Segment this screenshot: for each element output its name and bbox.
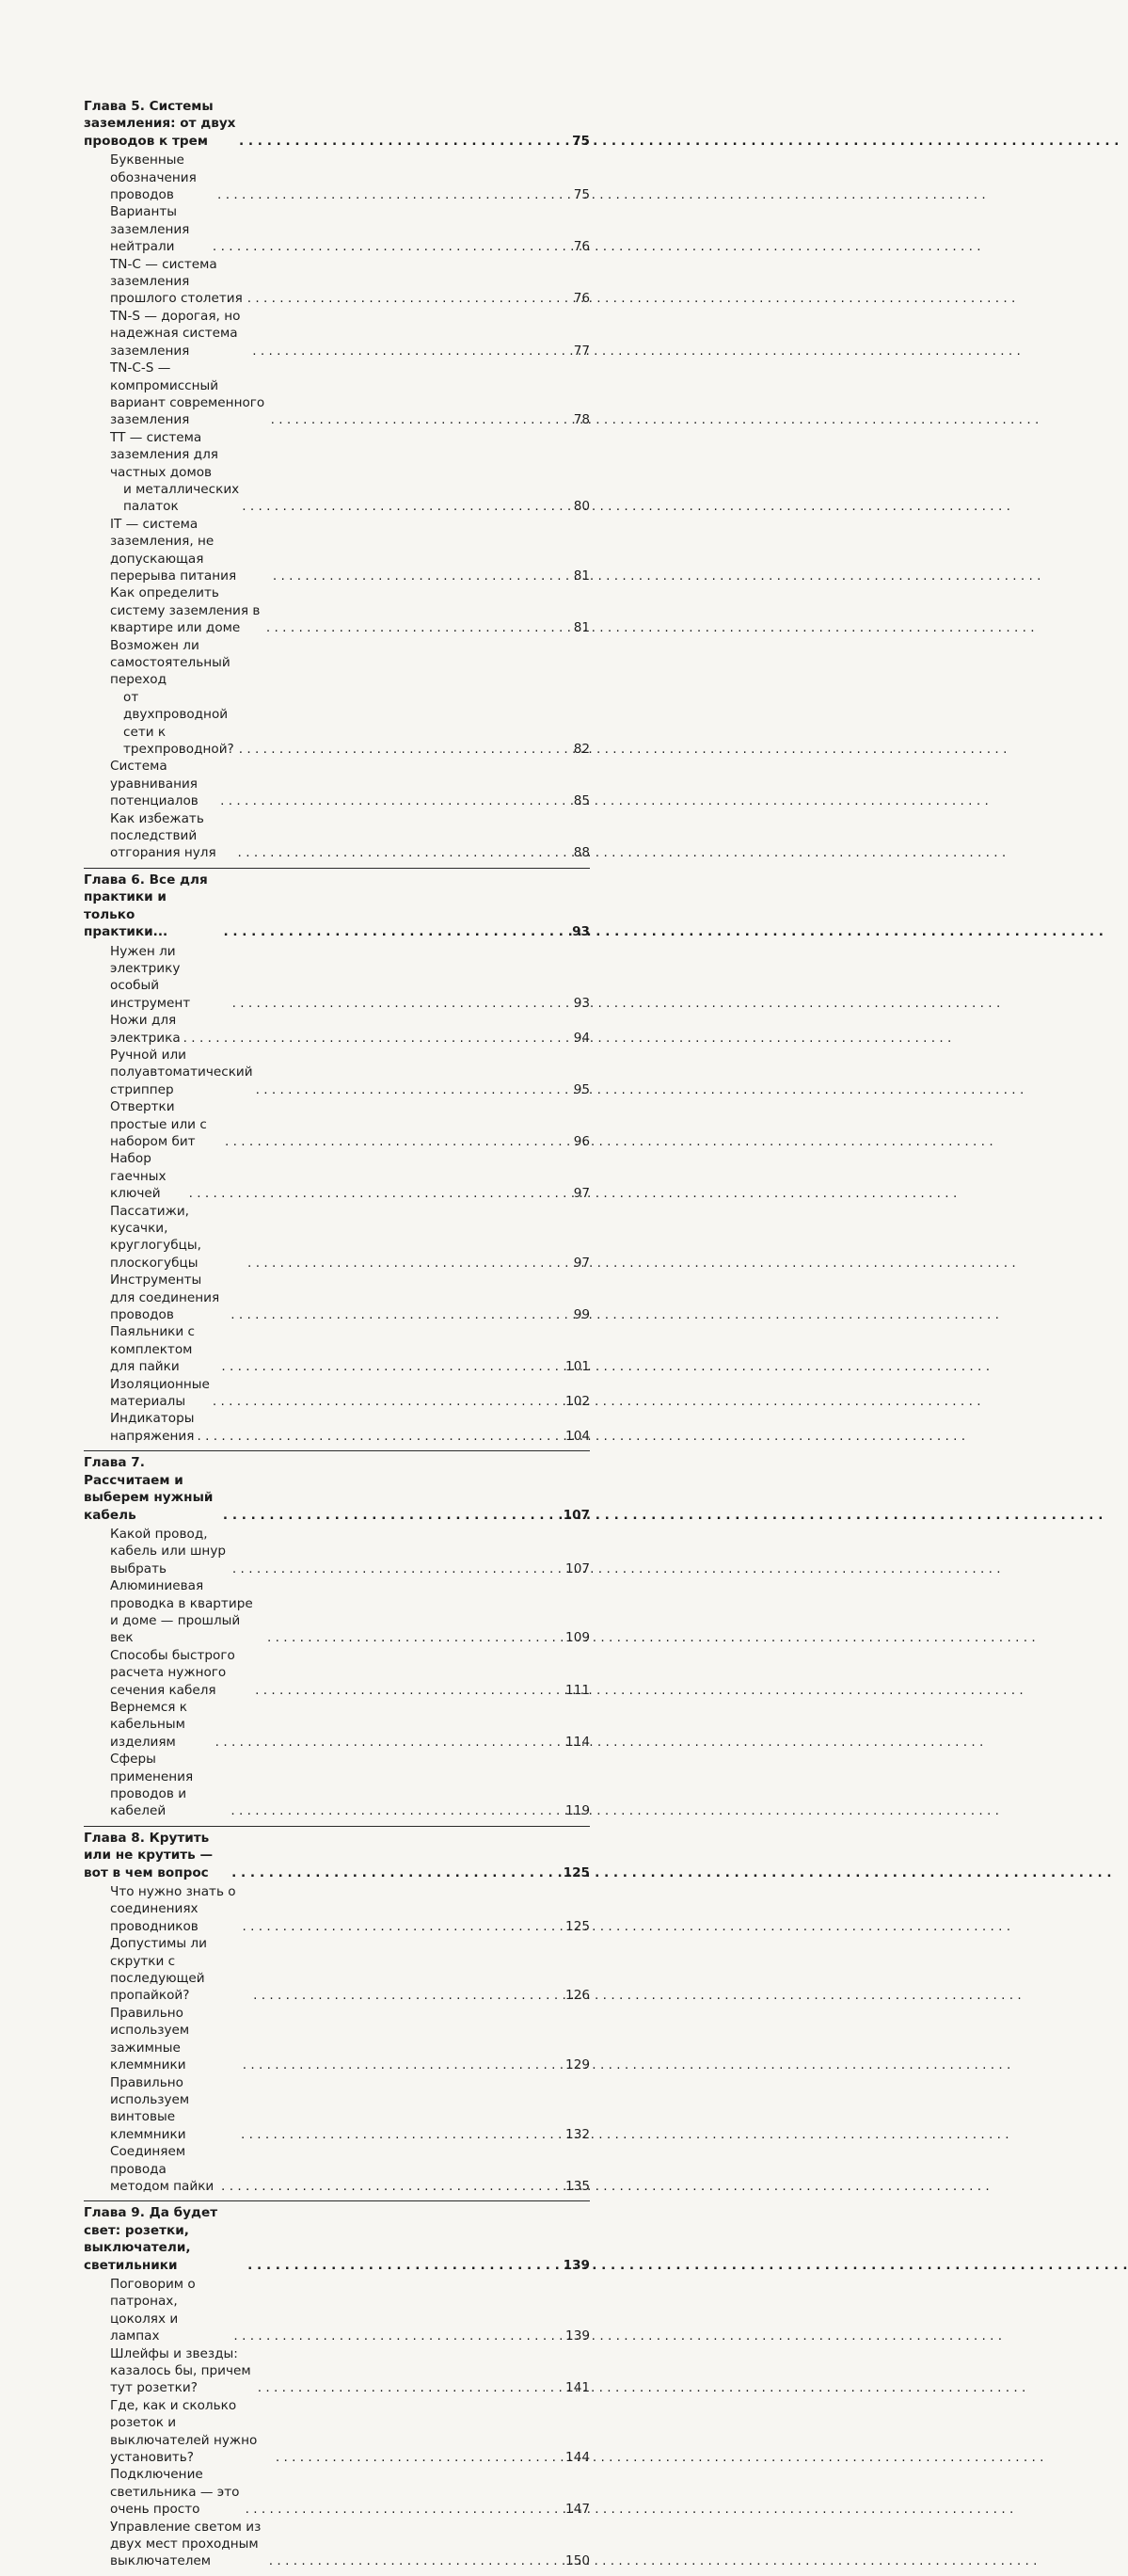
entry-page-number: 94 <box>573 1030 590 1046</box>
entry-page-number: 104 <box>565 1428 590 1444</box>
leader-dots <box>238 844 563 861</box>
entry-title: Как избежать последствий отгорания нуля <box>110 810 216 861</box>
leader-dots <box>213 1393 563 1410</box>
toc-entry[interactable] <box>84 2345 590 2397</box>
toc-entry[interactable] <box>84 1935 590 2005</box>
leader-dots <box>253 1987 563 2004</box>
entry-page-number: 88 <box>573 845 590 861</box>
toc-entry[interactable] <box>84 810 590 862</box>
entry-title: Буквенные обозначения проводов <box>110 152 197 203</box>
leader-dots <box>242 1918 563 1935</box>
chapter-page-number: 107 <box>563 1507 590 1523</box>
entry-title: Отвертки простые или с набором бит <box>110 1099 207 1149</box>
entry-page-number: 96 <box>573 1133 590 1149</box>
toc-entry[interactable] <box>84 1410 590 1445</box>
toc-entry[interactable] <box>84 1699 590 1751</box>
leader-dots <box>215 1734 563 1751</box>
toc-entry[interactable] <box>84 203 590 255</box>
entry-title: Соединяем провода методом пайки <box>110 2144 214 2194</box>
entry-page-number: 102 <box>565 1394 590 1410</box>
chapter-heading[interactable] <box>84 2204 590 2274</box>
chapter-title: Глава 6. Все для практики и только практики... <box>84 872 208 940</box>
leader-dots <box>221 1358 563 1375</box>
entry-page-number: 76 <box>573 239 590 255</box>
toc-entry[interactable] <box>84 1098 590 1150</box>
leader-dots <box>220 792 563 809</box>
toc-entry[interactable] <box>84 758 590 809</box>
chapter-title: Глава 8. Крутить или не крутить — вот в чем вопрос <box>84 1830 214 1880</box>
entry-title: Поговорим о патронах, цоколях и лампах <box>110 2276 196 2344</box>
entry-title-line2: от двухпроводной сети к трехпроводной? <box>123 689 234 758</box>
entry-page-number: 93 <box>573 995 590 1011</box>
entry-page-number: 129 <box>565 2057 590 2073</box>
entry-title: Система уравнивания потенциалов <box>110 759 199 809</box>
toc-entry[interactable] <box>84 2276 590 2345</box>
entry-title: Варианты заземления нейтрали <box>110 204 190 255</box>
chapter-heading[interactable] <box>84 872 590 941</box>
leader-dots <box>239 741 563 758</box>
entry-title-line1: TT — система заземления для частных домов <box>110 429 218 480</box>
leader-dots <box>266 619 563 636</box>
toc-entry[interactable] <box>84 1751 590 1820</box>
leader-dots <box>247 290 563 307</box>
toc-entry[interactable] <box>84 2397 590 2467</box>
entry-title: Инструменты для соединения проводов <box>110 1272 220 1323</box>
chapter-page-number: 125 <box>563 1864 590 1880</box>
entry-page-number: 111 <box>565 1682 590 1698</box>
entry-page-number: 97 <box>573 1186 590 1202</box>
toc-entry[interactable] <box>84 1526 590 1577</box>
entry-page-number: 126 <box>565 1988 590 2004</box>
toc-entry[interactable] <box>84 1203 590 1272</box>
chapter-section <box>84 98 590 862</box>
entry-page-number: 78 <box>573 412 590 428</box>
toc-entry[interactable] <box>84 516 590 585</box>
entry-page-number: 95 <box>573 1081 590 1097</box>
entry-page-number: 135 <box>565 2178 590 2194</box>
toc-entry[interactable] <box>84 2519 590 2570</box>
chapter-title: Глава 9. Да будет свет: розетки, выключатели, светильники <box>84 2205 218 2273</box>
leader-dots <box>223 1507 561 1524</box>
entry-title: Вернемся к кабельным изделиям <box>110 1699 188 1750</box>
entry-title: TN-C — система заземления прошлого столетия <box>110 256 243 307</box>
entry-title: Набор гаечных ключей <box>110 1151 167 1202</box>
entry-page-number: 141 <box>565 2380 590 2396</box>
leader-dots <box>271 411 563 428</box>
entry-page-number: 85 <box>573 793 590 809</box>
entry-title: Индикаторы напряжения <box>110 1411 195 1444</box>
entry-page-number: 75 <box>573 187 590 203</box>
entry-title: Алюминиевая проводка в квартире и доме — прошлый век <box>110 1578 253 1646</box>
entry-title: IT — система заземления, не допускающая перерыва питания <box>110 516 237 584</box>
entry-title: Паяльники с комплектом для пайки <box>110 1324 195 1375</box>
entry-title: Какой провод, кабель или шнур выбрать <box>110 1526 226 1576</box>
toc-entry[interactable] <box>84 1376 590 1411</box>
leader-dots <box>258 2379 563 2396</box>
leader-dots <box>255 1682 563 1699</box>
leader-dots <box>183 1030 563 1047</box>
entry-title <box>110 637 236 759</box>
entry-title: Шлейфы и звезды: казалось бы, причем тут розетки? <box>110 2345 251 2396</box>
leader-dots <box>269 2552 563 2569</box>
leader-dots <box>246 2501 563 2518</box>
leader-dots <box>239 133 563 150</box>
entry-title: Ручной или полуавтоматический стриппер <box>110 1047 253 1097</box>
toc-entry[interactable] <box>84 2005 590 2074</box>
leader-dots <box>233 2328 563 2344</box>
entry-page-number: 125 <box>565 1918 590 1934</box>
entry-page-number: 81 <box>573 568 590 584</box>
chapter-page-number: 139 <box>563 2257 590 2273</box>
entry-title: Управление светом из двух мест проходным выключателем <box>110 2519 262 2569</box>
entry-title: Нужен ли электрику особый инструмент <box>110 943 191 1011</box>
entry-page-number: 81 <box>573 620 590 636</box>
chapter-section <box>84 2200 590 2570</box>
leader-dots <box>197 1428 563 1445</box>
entry-title: Способы быстрого расчета нужного сечения кабеля <box>110 1647 235 1698</box>
entry-page-number: 150 <box>565 2553 590 2569</box>
toc-entry[interactable] <box>84 2466 590 2518</box>
entry-title: TN-S — дорогая, но надежная система заземления <box>110 308 241 359</box>
toc-entry[interactable] <box>84 2074 590 2144</box>
toc-entry[interactable] <box>84 360 590 429</box>
leader-dots <box>252 343 563 360</box>
chapter-section <box>84 868 590 1445</box>
leader-dots <box>243 2056 563 2073</box>
leader-dots <box>241 2126 563 2143</box>
leader-dots <box>189 1185 563 1202</box>
entry-title: Что нужно знать о соединениях проводников <box>110 1884 236 1934</box>
leader-dots <box>225 1133 563 1150</box>
leader-dots <box>232 995 563 1012</box>
leader-dots <box>223 923 563 940</box>
entry-title <box>110 429 239 516</box>
leader-dots <box>213 238 563 255</box>
toc-entry[interactable] <box>84 1272 590 1323</box>
entry-title: Ножи для электрика <box>110 1013 181 1046</box>
leader-dots <box>247 2257 561 2274</box>
entry-page-number: 119 <box>565 1803 590 1819</box>
entry-page-number: 139 <box>565 2328 590 2344</box>
entry-title: Пассатижи, кусачки, круглогубцы, плоскогубцы <box>110 1203 201 1271</box>
leader-dots <box>247 1255 563 1272</box>
toc-entry[interactable] <box>84 1577 590 1647</box>
entry-title: Правильно используем зажимные клеммники <box>110 2005 190 2073</box>
leader-dots <box>221 2178 563 2195</box>
toc-entry[interactable] <box>84 308 590 360</box>
leader-dots <box>231 1864 560 1881</box>
chapter-title: Глава 7. Рассчитаем и выберем нужный кабель <box>84 1455 214 1523</box>
entry-title: Сферы применения проводов и кабелей <box>110 1752 194 1819</box>
entry-page-number: 80 <box>573 499 590 515</box>
leader-dots <box>230 1802 563 1819</box>
entry-page-number: 144 <box>565 2450 590 2466</box>
toc-entry[interactable] <box>84 943 590 1013</box>
leader-dots <box>230 1306 563 1323</box>
toc-entry[interactable] <box>84 1323 590 1375</box>
toc-entry[interactable] <box>84 1647 590 1699</box>
chapter-title: Глава 5. Системы заземления: от двух проводов к трем <box>84 99 236 149</box>
entry-title: Где, как и сколько розеток и выключателей нужно установить? <box>110 2397 258 2466</box>
toc-entry[interactable] <box>84 256 590 308</box>
chapter-section <box>84 1450 590 1820</box>
leader-dots <box>242 498 563 515</box>
toc-entry[interactable] <box>84 1150 590 1202</box>
entry-title: TN-C-S — компромиссный вариант современного заземления <box>110 360 265 428</box>
chapter-section <box>84 1826 590 2196</box>
entry-title: Правильно используем винтовые клеммники <box>110 2074 190 2142</box>
toc-entry[interactable] <box>84 1012 590 1047</box>
leader-dots <box>256 1081 563 1098</box>
leader-dots <box>273 568 563 584</box>
leader-dots <box>276 2449 563 2466</box>
entry-page-number: 107 <box>565 1560 590 1576</box>
chapter-page-number: 75 <box>572 133 590 149</box>
entry-title-line1: Возможен ли самостоятельный переход <box>110 637 230 688</box>
chapter-heading[interactable] <box>84 98 590 150</box>
entry-page-number: 77 <box>573 343 590 359</box>
entry-title: Допустимы ли скрутки с последующей пропайкой? <box>110 1936 207 2004</box>
toc-entry[interactable] <box>84 2143 590 2195</box>
toc-entry[interactable] <box>84 1047 590 1098</box>
leader-dots <box>232 1560 563 1577</box>
entry-page-number: 109 <box>565 1630 590 1646</box>
chapter-page-number: 93 <box>572 924 590 940</box>
entry-page-number: 76 <box>573 291 590 307</box>
entry-page-number: 132 <box>565 2126 590 2142</box>
chapter-heading[interactable] <box>84 1830 590 1881</box>
chapter-heading[interactable] <box>84 1454 590 1524</box>
entry-page-number: 114 <box>565 1734 590 1750</box>
toc-entry[interactable] <box>84 584 590 636</box>
entry-title: Как определить систему заземления в квартире или доме <box>110 585 261 636</box>
toc-entry[interactable] <box>84 152 590 203</box>
entry-page-number: 147 <box>565 2502 590 2518</box>
table-of-contents <box>84 98 590 2576</box>
entry-page-number: 99 <box>573 1307 590 1323</box>
leader-dots <box>267 1629 563 1646</box>
entry-title: Подключение светильника — это очень просто <box>110 2467 240 2518</box>
toc-entry[interactable] <box>84 637 590 759</box>
toc-entry[interactable] <box>84 1883 590 1935</box>
leader-dots <box>217 186 563 203</box>
entry-page-number: 97 <box>573 1255 590 1271</box>
entry-title: Изоляционные материалы <box>110 1376 210 1410</box>
toc-entry[interactable] <box>84 429 590 516</box>
entry-page-number: 82 <box>573 742 590 758</box>
entry-title-line2: и металлических палаток <box>123 481 240 515</box>
entry-page-number: 101 <box>565 1359 590 1375</box>
